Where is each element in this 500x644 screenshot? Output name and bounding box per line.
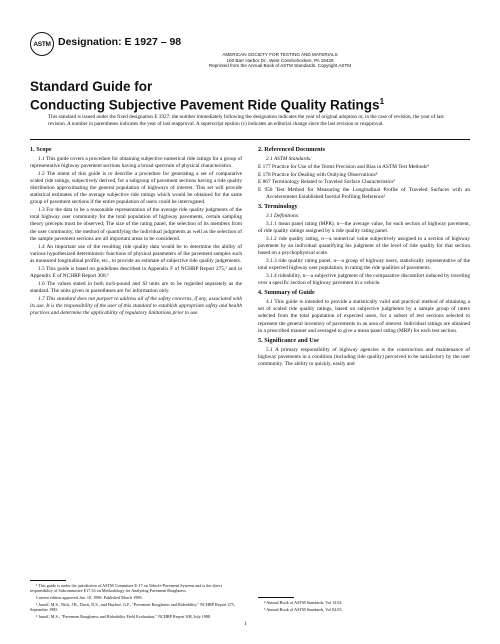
title-line-1: Standard Guide for: [30, 79, 153, 94]
right-column: [258, 144, 470, 369]
publisher-line: Reprinted from the Annual Book of ASTM Standards. Copyright ASTM: [208, 63, 352, 69]
right-footnotes: [258, 600, 470, 614]
definition-3-1-3: 3.1.3 ride quality rating panel, n—a group of highway users, statistically representative of the total expected highway user population, in rating the ride qualities of pavements.: [258, 258, 470, 272]
title-footnote-ref: 1: [379, 97, 385, 106]
footnote: Current edition approved Jan. 10, 1998. Published March 1999.: [36, 595, 143, 601]
reference-item: E 177 Practice for Use of the Terms Precision and Bias in ASTM Test Methods⁴: [258, 164, 430, 171]
footnote: ⁴ Annual Book of ASTM Standards, Vol 14.02.: [264, 600, 343, 605]
section-heading-significance: 5. Significance and Use: [258, 336, 319, 344]
footnote: ² Janoff, M.S., Nick, J.B., Davit, D.S., and Hayhoe, G.F., "Pavement Roughness and Rideability," NCHRP Report 275, September 1985.: [30, 602, 235, 613]
reference-item: E 178 Practice for Dealing with Outlying Observations⁴: [258, 171, 378, 178]
paragraph-1-6: 1.6 The values stated in both inch-pound and SI units are to be regarded separately as the standard. The units given in parentheses are for information only.: [30, 280, 242, 294]
footnote: ¹ This guide is under the jurisdiction of ASTM Committee E-17 on Vehicle-Pavement Systems and is the direct responsibility of Subcommittee E17.33 on Methodology for Analyzing Pavement Roughness.: [30, 583, 222, 594]
publisher-info: [190, 52, 370, 69]
designation: Designation: E 1927 – 98: [58, 36, 182, 48]
footnote-divider: [258, 597, 294, 598]
paragraph-4-1: 4.1 This guide is intended to provide a statistically valid and practical method of obtaining a set of scaled ride quality ratings, based on subjective judgments by a sample group of raters selected from the total population of expected users, for a subset of test sections selected to represent the general inventory of pavements in an area of interest. Individual ratings are obtained in a prescribed manner and averaged to give a mean panel rating (MRP) for each test section.: [258, 299, 470, 334]
paragraph-1-3: 1.3 For the data to be a reasonable representation of the average ride quality judgments of the total highway user community for the total population of highway pavements, certain sampling theory precepts must be observed; The size of the rating panel, the selection of its members from the user community, the method of quantifying the individual judgments as well as the selection of the sample pavement sections are all important areas to be considered.: [30, 207, 242, 242]
document-title: [30, 79, 470, 113]
section-heading-referenced-documents: 2. Referenced Documents: [258, 146, 326, 153]
definition-3-1-4: 3.1.4 rideability, n—a subjective judgment of the comparative discomfort induced by traveling over a specific section of highway pavement in a vehicle.: [258, 273, 470, 287]
footnote: ³ Janoff, M.S., "Pavement Roughness and Rideability Field Evaluation," NCHRP Report 308, July 1988.: [36, 614, 212, 620]
paragraph-1-5: 1.5 This guide is based on guidelines described in Appendix F of NCHRP Report 275,² and in Appendix E of NCHRP Report 308.³: [30, 265, 242, 279]
paragraph-1-1: 1.1 This guide covers a procedure for obtaining subjective numerical ride ratings for a group of representative highway pavement sections having a broad spectrum of physical characteristics.: [30, 156, 242, 170]
footnote: ⁵ Annual Book of ASTM Standards, Vol 04.03.: [264, 606, 343, 612]
standard-notice: This standard is issued under the fixed designation E 1927; the number immediately following the designation indicates the year of original adoption or, in the case of revision, the year of last revision. A number in parentheses indicates the year of last reapproval. A superscript epsilon (ε) indicates an editorial change since the last revision or reapproval.: [48, 114, 444, 127]
reference-item: E 950 Test Method for Measuring the Longitudinal Profile of Traveled Surfaces with an Accelerometer Established Inertial Profiling Reference⁵: [258, 186, 470, 200]
publisher-line: 100 Barr Harbor Dr., West Conshohocken, PA 19428: [226, 57, 334, 63]
header-divider: [30, 139, 470, 140]
page-number: 1: [244, 621, 247, 627]
paragraph-1-4: 1.4 An important use of the resulting ride quality data would be to determine the ability of various hypothesized deterministic functions of physical parameters of the pavement samples such as measured longitudinal profile, etc., to provide an estimate of subjective ride quality judgements.: [30, 243, 242, 264]
title-line-2: Conducting Subjective Pavement Ride Quality Ratings: [30, 97, 380, 113]
reference-item: E 867 Terminology Related to Traveled Surface Characteristics⁵: [258, 179, 396, 186]
paragraph-3-1: 3.1 Definitions:: [266, 212, 300, 219]
definition-3-1-1: 3.1.1 mean panel rating (MPR), n—the average value, for each section of highway pavement, of ride quality ratings assigned by a ride quality rating panel.: [258, 220, 470, 234]
paragraph-1-2: 1.2 The intent of this guide is to describe a procedure for generating a set of comparative scaled ride ratings, subjectively derived, for a subgroup of pavement sections having a ride quality distribution approximating the general population of highways of interest. This set will provide statistical estimates of the average subjective ride ratings which would be obtained for the same group of pavement sections if the entire population of users could be interrogated.: [30, 171, 242, 206]
publisher-line: AMERICAN SOCIETY FOR TESTING AND MATERIALS: [222, 52, 338, 57]
definition-3-1-2: 3.1.2 ride quality rating, n—a numerical value subjectively assigned to a section of highway pavement by an individual quantifying his judgment of the level of ride quality for that section based on a psychophysical scale.: [258, 236, 470, 257]
footnote-divider: [30, 580, 66, 581]
section-heading-scope: 1. Scope: [30, 146, 52, 153]
paragraph-2-1: 2.1 ASTM Standards:: [266, 156, 312, 163]
paragraph-5-1: 5.1 A primary responsibility of highway agencies is the construction and maintenance of highway pavements in a condition (including ride quality) perceived to be satisfactory by the user community. The ability to quickly, easily and: [258, 346, 470, 367]
left-column: [30, 144, 242, 318]
astm-logo: ASTM: [30, 32, 54, 56]
section-heading-summary: 4. Summary of Guide: [258, 289, 315, 297]
paragraph-1-7: 1.7 This standard does not purport to address all of the safety concerns, if any, associated with its use. It is the responsibility of the user of this standard to establish appropriate safety and health practices and determine the applicability of regulatory limitations prior to use.: [30, 295, 242, 317]
section-heading-terminology: 3. Terminology: [258, 202, 298, 210]
left-footnotes: [30, 583, 242, 621]
